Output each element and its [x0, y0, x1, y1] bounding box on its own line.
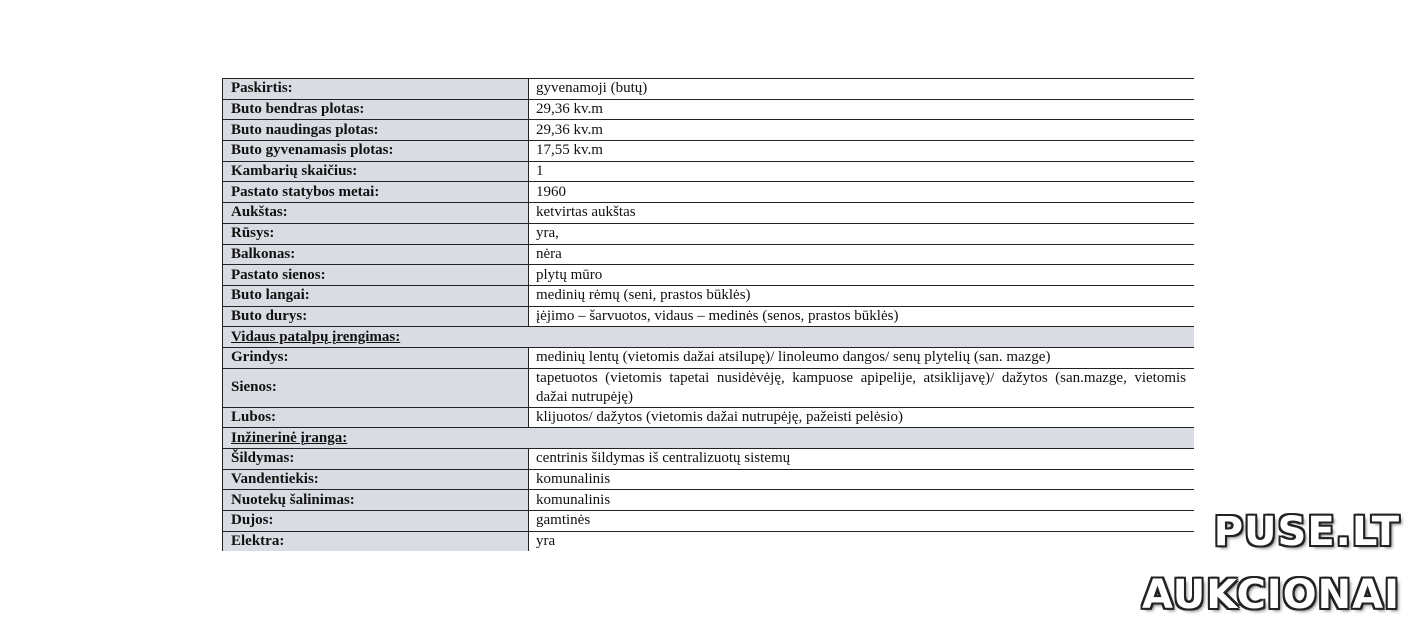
- row-value: yra: [529, 531, 1195, 551]
- section-heading-engineering: Inžinerinė įranga:: [223, 428, 1195, 449]
- table-row: [223, 469, 1195, 490]
- row-value: nėra: [529, 244, 1195, 265]
- section-heading-interior: Vidaus patalpų įrengimas:: [223, 327, 1195, 348]
- row-label: Sienos:: [223, 368, 529, 407]
- table-row: [223, 265, 1195, 286]
- table-row: [223, 99, 1195, 120]
- table-row: [223, 161, 1195, 182]
- row-label: Aukštas:: [223, 203, 529, 224]
- watermark-subtitle: AUKCIONAI: [1142, 572, 1400, 618]
- table-row: [223, 407, 1195, 428]
- row-label: Balkonas:: [223, 244, 529, 265]
- row-value: komunalinis: [529, 490, 1195, 511]
- row-label: Buto durys:: [223, 306, 529, 327]
- row-value: plytų mūro: [529, 265, 1195, 286]
- row-label: Paskirtis:: [223, 79, 529, 100]
- row-value: įėjimo – šarvuotos, vidaus – medinės (senos, prastos būklės): [529, 306, 1195, 327]
- row-label: Dujos:: [223, 511, 529, 532]
- table-row: [223, 203, 1195, 224]
- table-row: [223, 347, 1195, 368]
- table-row: [223, 223, 1195, 244]
- table-row: [223, 449, 1195, 470]
- row-value: centrinis šildymas iš centralizuotų sistemų: [529, 449, 1195, 470]
- row-label: Pastato sienos:: [223, 265, 529, 286]
- row-value: ketvirtas aukštas: [529, 203, 1195, 224]
- row-label: Pastato statybos metai:: [223, 182, 529, 203]
- section-header-row: [223, 327, 1195, 348]
- row-value: gamtinės: [529, 511, 1195, 532]
- row-label: Buto langai:: [223, 285, 529, 306]
- table-row: [223, 531, 1195, 551]
- section-header-row: [223, 428, 1195, 449]
- table-row: [223, 368, 1195, 407]
- row-label: Grindys:: [223, 347, 529, 368]
- row-value: 17,55 kv.m: [529, 141, 1195, 162]
- table-row: [223, 182, 1195, 203]
- table-row: [223, 490, 1195, 511]
- table-row: [223, 120, 1195, 141]
- row-value: medinių rėmų (seni, prastos būklės): [529, 285, 1195, 306]
- watermark-site-name: PUSE.LT: [1213, 509, 1400, 555]
- table-row: [223, 79, 1195, 100]
- row-value: 1960: [529, 182, 1195, 203]
- row-value: klijuotos/ dažytos (vietomis dažai nutrupėję, pažeisti pelėsio): [529, 407, 1195, 428]
- row-label: Lubos:: [223, 407, 529, 428]
- row-label: Buto naudingas plotas:: [223, 120, 529, 141]
- table-row: [223, 511, 1195, 532]
- table-row: [223, 285, 1195, 306]
- row-value: tapetuotos (vietomis tapetai nusidėvėję, kampuose apipelije, atsiklijavę)/ dažytos (san.mazge, vietomis dažai nutrupėję): [529, 368, 1195, 407]
- row-label: Rūsys:: [223, 223, 529, 244]
- row-value: medinių lentų (vietomis dažai atsilupę)/ linoleumo dangos/ senų plytelių (san. mazge): [529, 347, 1195, 368]
- row-value: 29,36 kv.m: [529, 99, 1195, 120]
- property-details-table: [222, 78, 1194, 551]
- row-value: gyvenamoji (butų): [529, 79, 1195, 100]
- row-label: Buto gyvenamasis plotas:: [223, 141, 529, 162]
- row-label: Kambarių skaičius:: [223, 161, 529, 182]
- row-value: 1: [529, 161, 1195, 182]
- row-label: Buto bendras plotas:: [223, 99, 529, 120]
- row-value: komunalinis: [529, 469, 1195, 490]
- row-label: Elektra:: [223, 531, 529, 551]
- table-row: [223, 306, 1195, 327]
- row-label: Nuotekų šalinimas:: [223, 490, 529, 511]
- row-label: Vandentiekis:: [223, 469, 529, 490]
- row-value: 29,36 kv.m: [529, 120, 1195, 141]
- row-value: yra,: [529, 223, 1195, 244]
- table-row: [223, 244, 1195, 265]
- table-row: [223, 141, 1195, 162]
- row-label: Šildymas:: [223, 449, 529, 470]
